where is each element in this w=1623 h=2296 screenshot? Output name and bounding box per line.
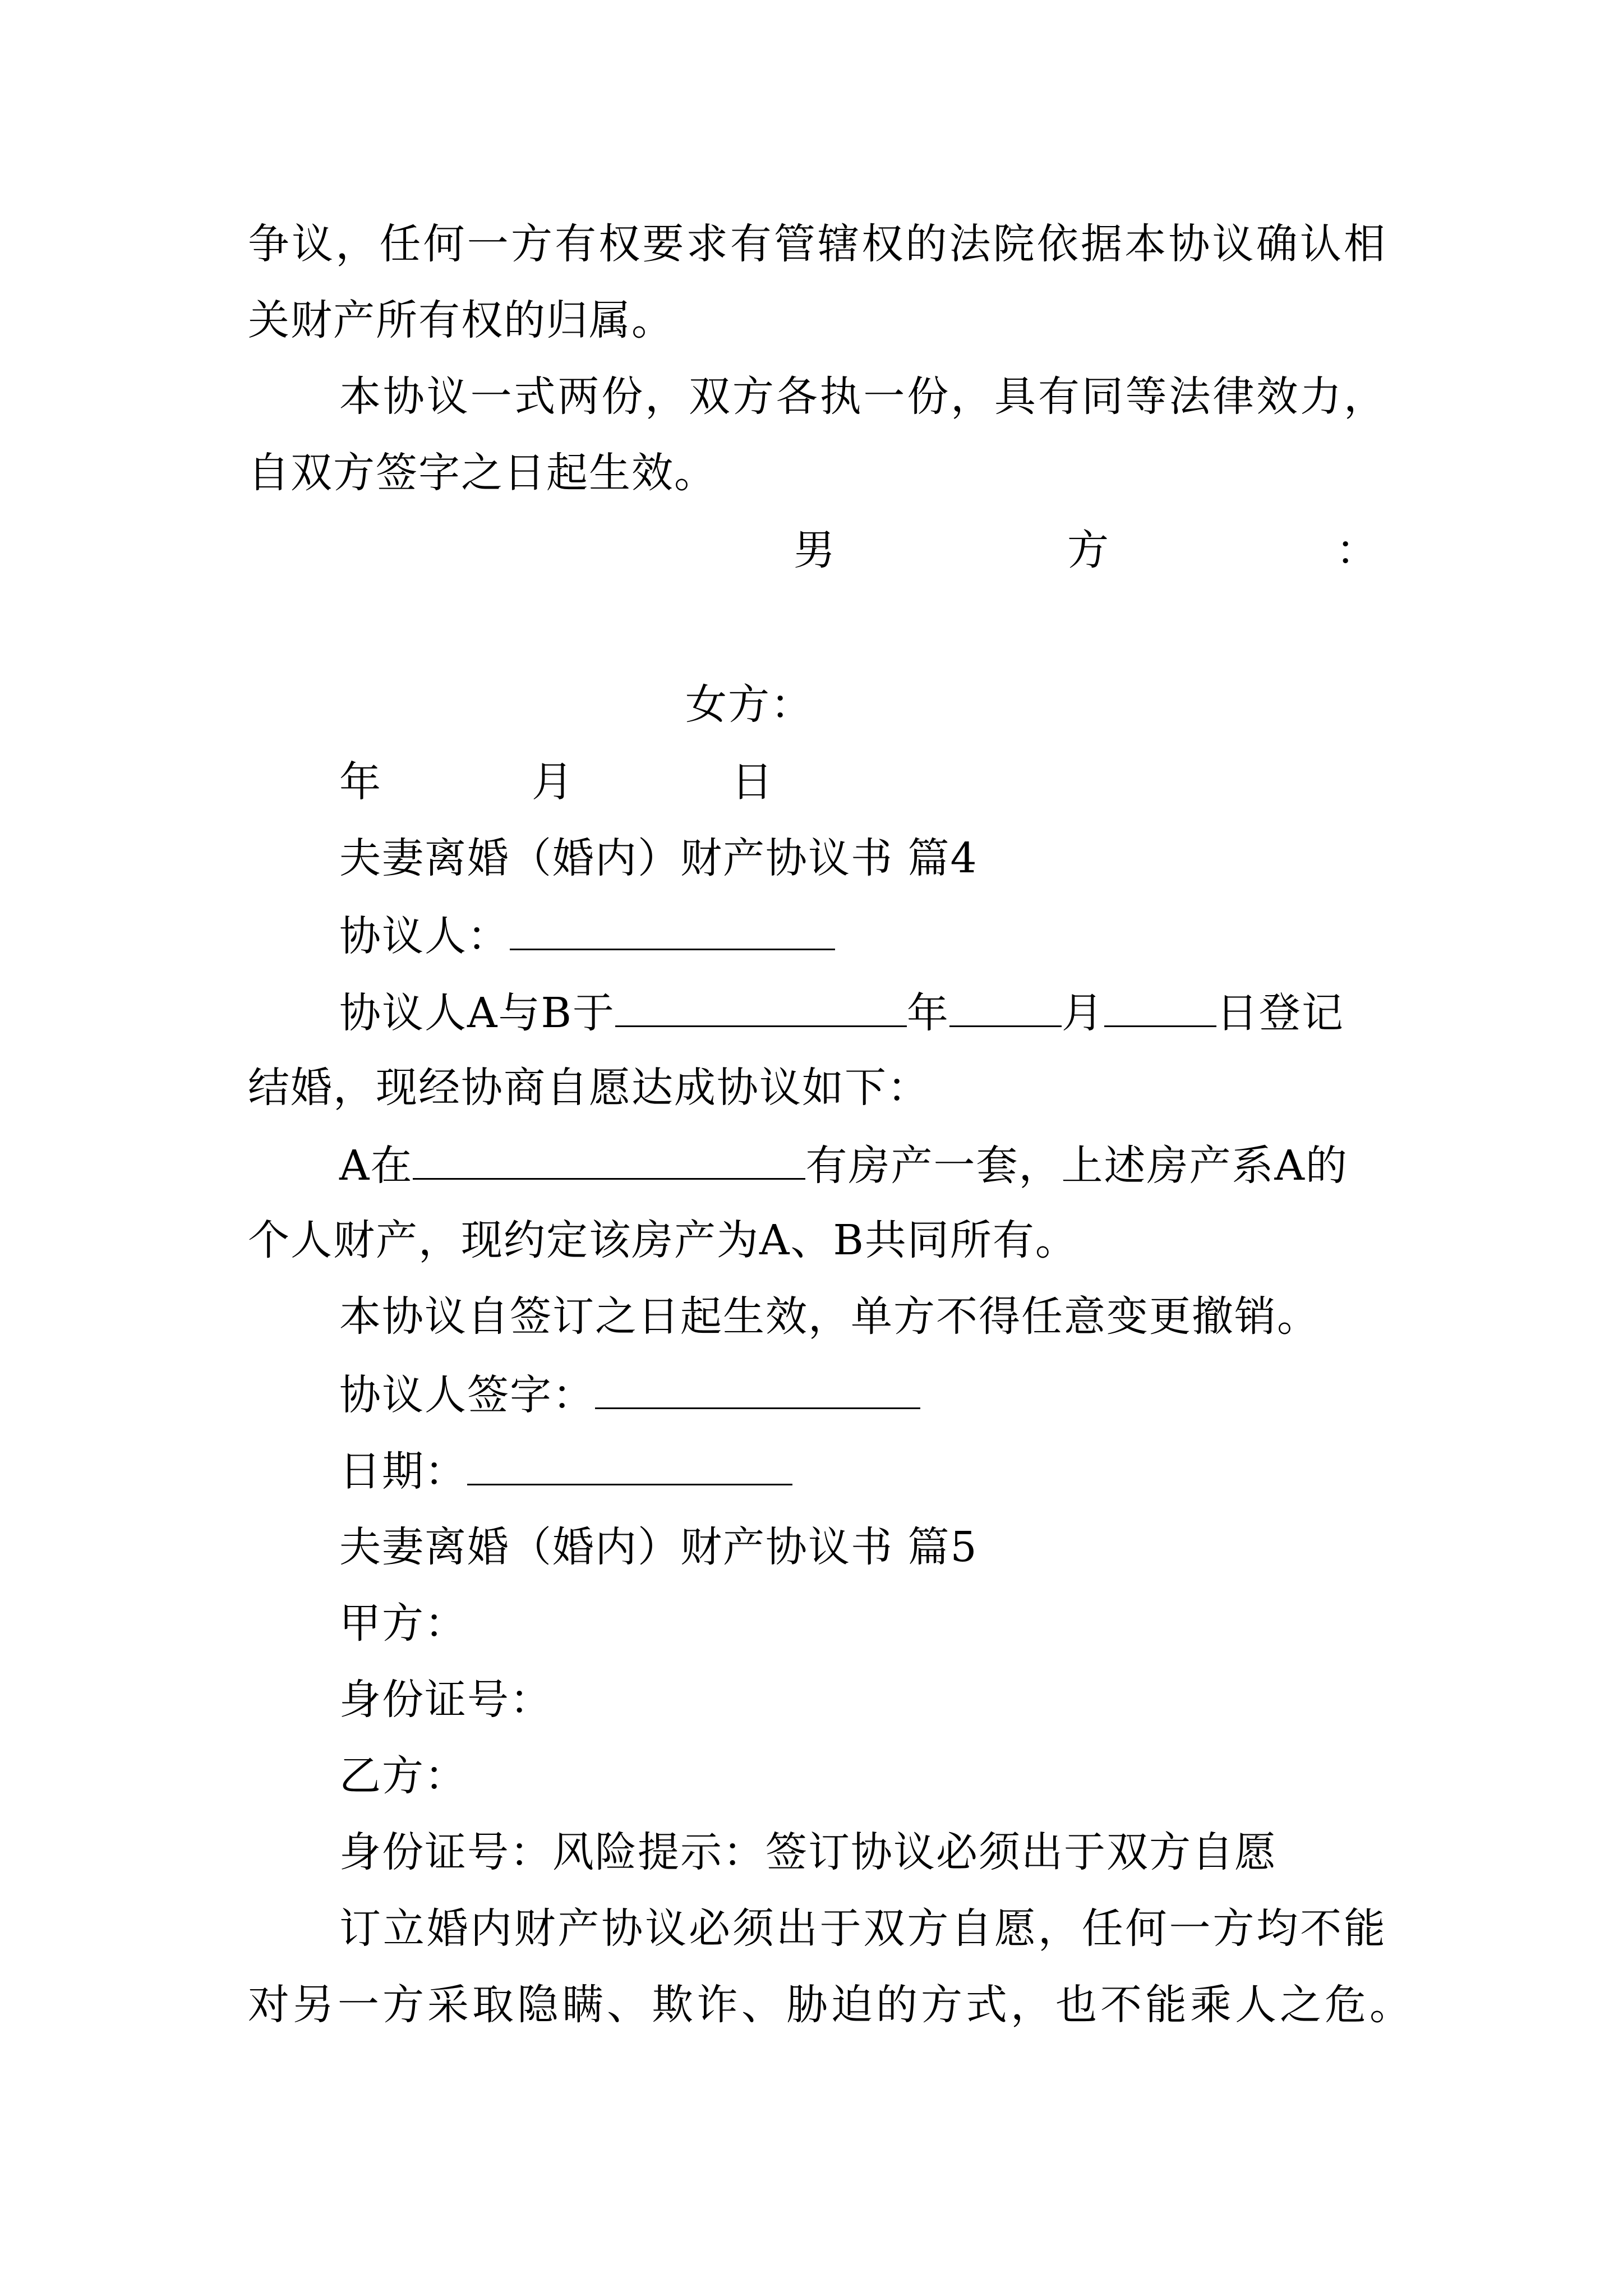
id-a-label: 身份证号： bbox=[339, 1676, 552, 1724]
marriage-prefix: 协议人A与B于 bbox=[339, 989, 615, 1037]
section5-heading: 夫妻离婚（婚内）财产协议书 篇5 bbox=[339, 1523, 978, 1571]
parties-blank bbox=[510, 914, 835, 950]
para1-line2: 关财产所有权的归属。 bbox=[248, 296, 674, 344]
section4-marriage-row bbox=[339, 989, 1344, 1037]
marriage-day-blank bbox=[1104, 991, 1216, 1027]
section4-effect: 本协议自签订之日起生效，单方不得任意变更撤销。 bbox=[339, 1292, 1320, 1341]
house-location-blank bbox=[413, 1143, 805, 1180]
date-day: 日 bbox=[731, 758, 773, 806]
marriage-month: 月 bbox=[1061, 989, 1104, 1037]
party-a-label: 甲方： bbox=[339, 1599, 467, 1648]
date-month: 月 bbox=[532, 758, 573, 806]
marriage-year-blank bbox=[615, 991, 907, 1027]
date-year: 年 bbox=[339, 758, 381, 806]
risk-line1: 订立婚内财产协议必须出于双方自愿，任何一方均不能 bbox=[339, 1904, 1386, 1953]
section4-sign-row bbox=[339, 1371, 920, 1419]
section4-marriage-line2: 结婚，现经协商自愿达成协议如下： bbox=[248, 1064, 930, 1112]
risk-line2: 对另一方采取隐瞒、欺诈、胁迫的方式，也不能乘人之危。 bbox=[248, 1981, 1412, 2029]
male-char1: 男 bbox=[794, 526, 835, 574]
section4-parties-row bbox=[339, 912, 835, 960]
section4-house-row bbox=[339, 1142, 1348, 1190]
party-b-label: 乙方： bbox=[339, 1752, 467, 1800]
male-colon: ： bbox=[1336, 526, 1377, 574]
house-prefix: A在 bbox=[339, 1142, 413, 1190]
para1-line1: 争议，任何一方有权要求有管辖权的法院依据本协议确认相 bbox=[248, 220, 1386, 268]
house-suffix: 有房产一套，上述房产系A的 bbox=[805, 1142, 1348, 1190]
para2-line2: 自双方签字之日起生效。 bbox=[248, 449, 717, 497]
sign-label: 协议人签字： bbox=[339, 1371, 595, 1419]
female-label: 女方： bbox=[685, 680, 813, 729]
male-char2: 方 bbox=[1067, 526, 1109, 574]
section4-heading: 夫妻离婚（婚内）财产协议书 篇4 bbox=[339, 834, 978, 882]
marriage-month-blank bbox=[949, 991, 1062, 1027]
parties-label: 协议人： bbox=[339, 912, 510, 960]
section4-house-line2: 个人财产，现约定该房产为A、B共同所有。 bbox=[248, 1216, 1078, 1264]
marriage-suffix: 日登记 bbox=[1216, 989, 1344, 1037]
para2-line1: 本协议一式两份，双方各执一份，具有同等法律效力， bbox=[339, 372, 1386, 421]
marriage-year: 年 bbox=[906, 989, 949, 1037]
date-blank bbox=[467, 1449, 792, 1485]
date-label: 日期： bbox=[339, 1447, 467, 1496]
section4-date-row bbox=[339, 1447, 792, 1496]
sign-blank bbox=[595, 1373, 920, 1409]
id-b-risk-line: 身份证号：风险提示：签订协议必须出于双方自愿 bbox=[339, 1828, 1277, 1876]
